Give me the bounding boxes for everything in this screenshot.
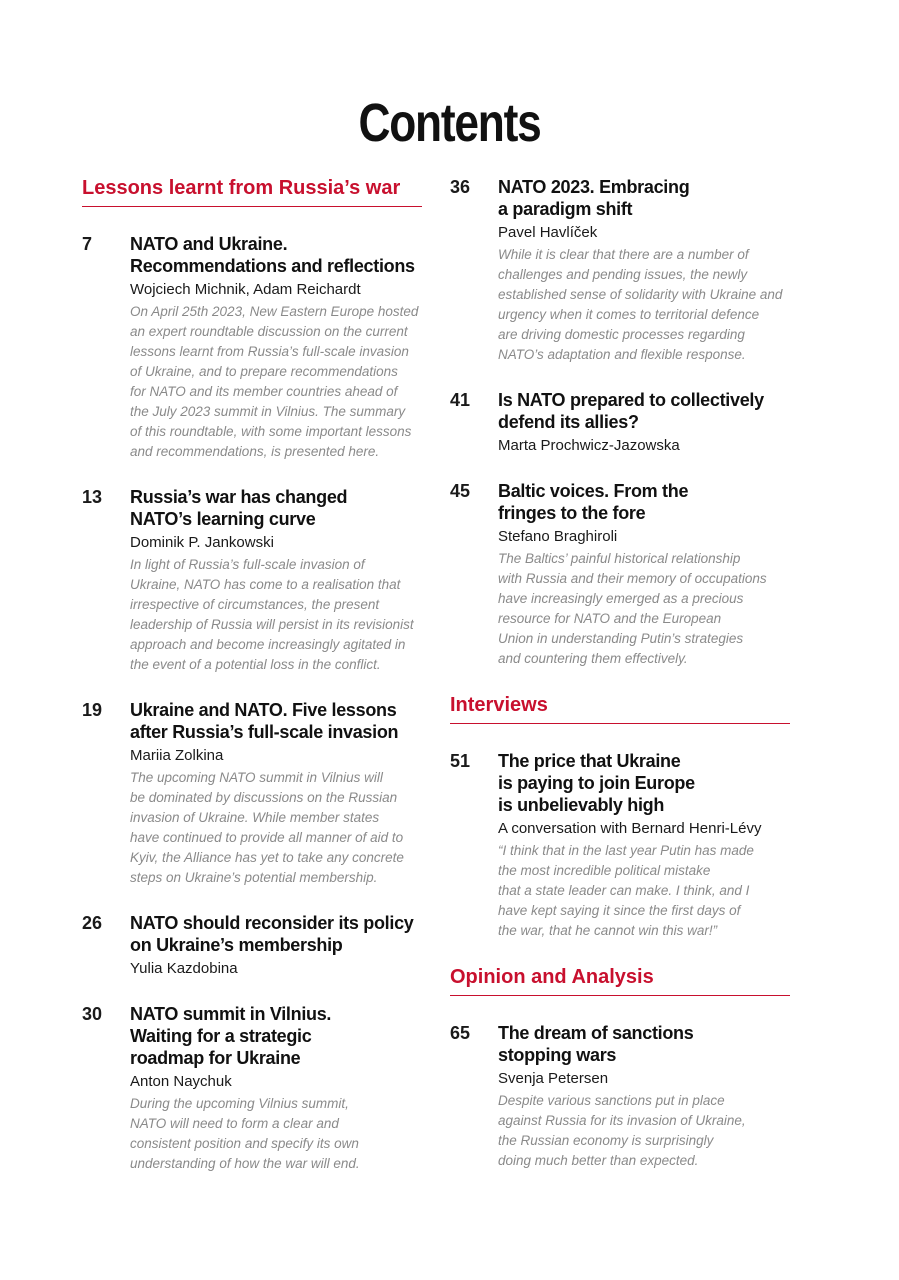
- article-abstract: While it is clear that there are a number of challenges and pending issues, the newly established sense of solidarity with Ukraine and urgency when it comes to territorial defence are driving domestic processes regarding NATO’s adaptation and flexible response.: [498, 247, 783, 362]
- article-title[interactable]: The dream of sanctions stopping wars: [498, 1023, 694, 1065]
- article-author: Svenja Petersen: [498, 1070, 609, 1087]
- article-title[interactable]: Baltic voices. From the fringes to the fore: [498, 481, 689, 523]
- toc-entry[interactable]: [450, 176, 790, 365]
- page-number: 36: [450, 177, 471, 197]
- article-abstract: On April 25th 2023, New Eastern Europe hosted an expert roundtable discussion on the current lessons learnt from Russia’s full-scale invasion of Ukraine, and to prepare recommendations for NATO and its member countries ahead of the July 2023 summit in Vilnius. The summary of this roundtable, with some important lessons and recommendations, is presented here.: [130, 304, 419, 459]
- page-number: 30: [82, 1004, 103, 1024]
- toc-entry[interactable]: [450, 1022, 790, 1171]
- section-heading-interviews: Interviews: [450, 693, 790, 724]
- article-author: Stefano Braghiroli: [498, 528, 618, 545]
- page-number: 26: [82, 913, 103, 933]
- toc-entry[interactable]: [82, 233, 422, 462]
- article-title[interactable]: NATO and Ukraine. Recommendations and reflections: [130, 234, 415, 276]
- toc-entry[interactable]: [450, 389, 790, 456]
- toc-entry[interactable]: [450, 750, 790, 941]
- article-author: Wojciech Michnik, Adam Reichardt: [130, 281, 361, 298]
- page-number: 65: [450, 1023, 471, 1043]
- section-heading-opinion: Opinion and Analysis: [450, 965, 790, 996]
- toc-entry[interactable]: [82, 699, 422, 888]
- toc-entry[interactable]: [450, 480, 790, 669]
- page-number: 45: [450, 481, 471, 501]
- article-author: Dominik P. Jankowski: [130, 534, 274, 551]
- article-author: Anton Naychuk: [130, 1073, 232, 1090]
- page-number: 19: [82, 700, 103, 720]
- toc-entry[interactable]: [82, 912, 422, 979]
- article-title[interactable]: Russia’s war has changed NATO’s learning curve: [130, 487, 348, 529]
- article-author: A conversation with Bernard Henri-Lévy: [498, 820, 762, 837]
- page-number: 41: [450, 390, 471, 410]
- article-title[interactable]: Ukraine and NATO. Five lessons after Russia’s full-scale invasion: [130, 700, 399, 742]
- article-author: Pavel Havlíček: [498, 224, 598, 241]
- page-number: 51: [450, 751, 471, 771]
- article-title[interactable]: NATO should reconsider its policy on Ukraine’s membership: [130, 913, 414, 955]
- article-abstract: Despite various sanctions put in place against Russia for its invasion of Ukraine, the Russian economy is surprisingly doing much better than expected.: [498, 1093, 746, 1168]
- article-title[interactable]: NATO 2023. Embracing a paradigm shift: [498, 177, 690, 219]
- right-column: [450, 176, 790, 1195]
- article-author: Yulia Kazdobina: [130, 960, 238, 977]
- toc-entry[interactable]: [82, 486, 422, 675]
- article-abstract: In light of Russia’s full-scale invasion of Ukraine, NATO has come to a realisation that irrespective of circumstances, the present leadership of Russia will persist in its revisionist approach and become increasingly agitated in the event of a potential loss in the conflict.: [130, 557, 414, 672]
- article-title[interactable]: The price that Ukraine is paying to join Europe is unbelievably high: [498, 751, 695, 815]
- page-title: Contents: [358, 93, 541, 153]
- article-abstract: The Baltics’ painful historical relationship with Russia and their memory of occupations have increasingly emerged as a precious resource for NATO and the European Union in understanding Putin’s strategies and countering them effectively.: [498, 551, 767, 666]
- section-heading-lessons: Lessons learnt from Russia’s war: [82, 176, 422, 207]
- article-author: Mariia Zolkina: [130, 747, 224, 764]
- article-abstract: “I think that in the last year Putin has made the most incredible political mistake that a state leader can make. I think, and I have kept saying it since the first days of the war, that he cannot win this war!”: [498, 843, 754, 938]
- page-number: 13: [82, 487, 103, 507]
- article-author: Marta Prochwicz-Jazowska: [498, 437, 680, 454]
- article-abstract: The upcoming NATO summit in Vilnius will be dominated by discussions on the Russian invasion of Ukraine. While member states have continued to provide all manner of aid to Kyiv, the Alliance has yet to take any concrete steps on Ukraine’s potential membership.: [130, 770, 404, 885]
- left-column: [82, 176, 422, 1198]
- page-number: 7: [82, 234, 93, 254]
- toc-entry[interactable]: [82, 1003, 422, 1174]
- article-abstract: During the upcoming Vilnius summit, NATO will need to form a clear and consistent position and specify its own understanding of how the war will end.: [130, 1096, 360, 1171]
- article-title[interactable]: Is NATO prepared to collectively defend its allies?: [498, 390, 764, 432]
- article-title[interactable]: NATO summit in Vilnius. Waiting for a strategic roadmap for Ukraine: [130, 1004, 332, 1068]
